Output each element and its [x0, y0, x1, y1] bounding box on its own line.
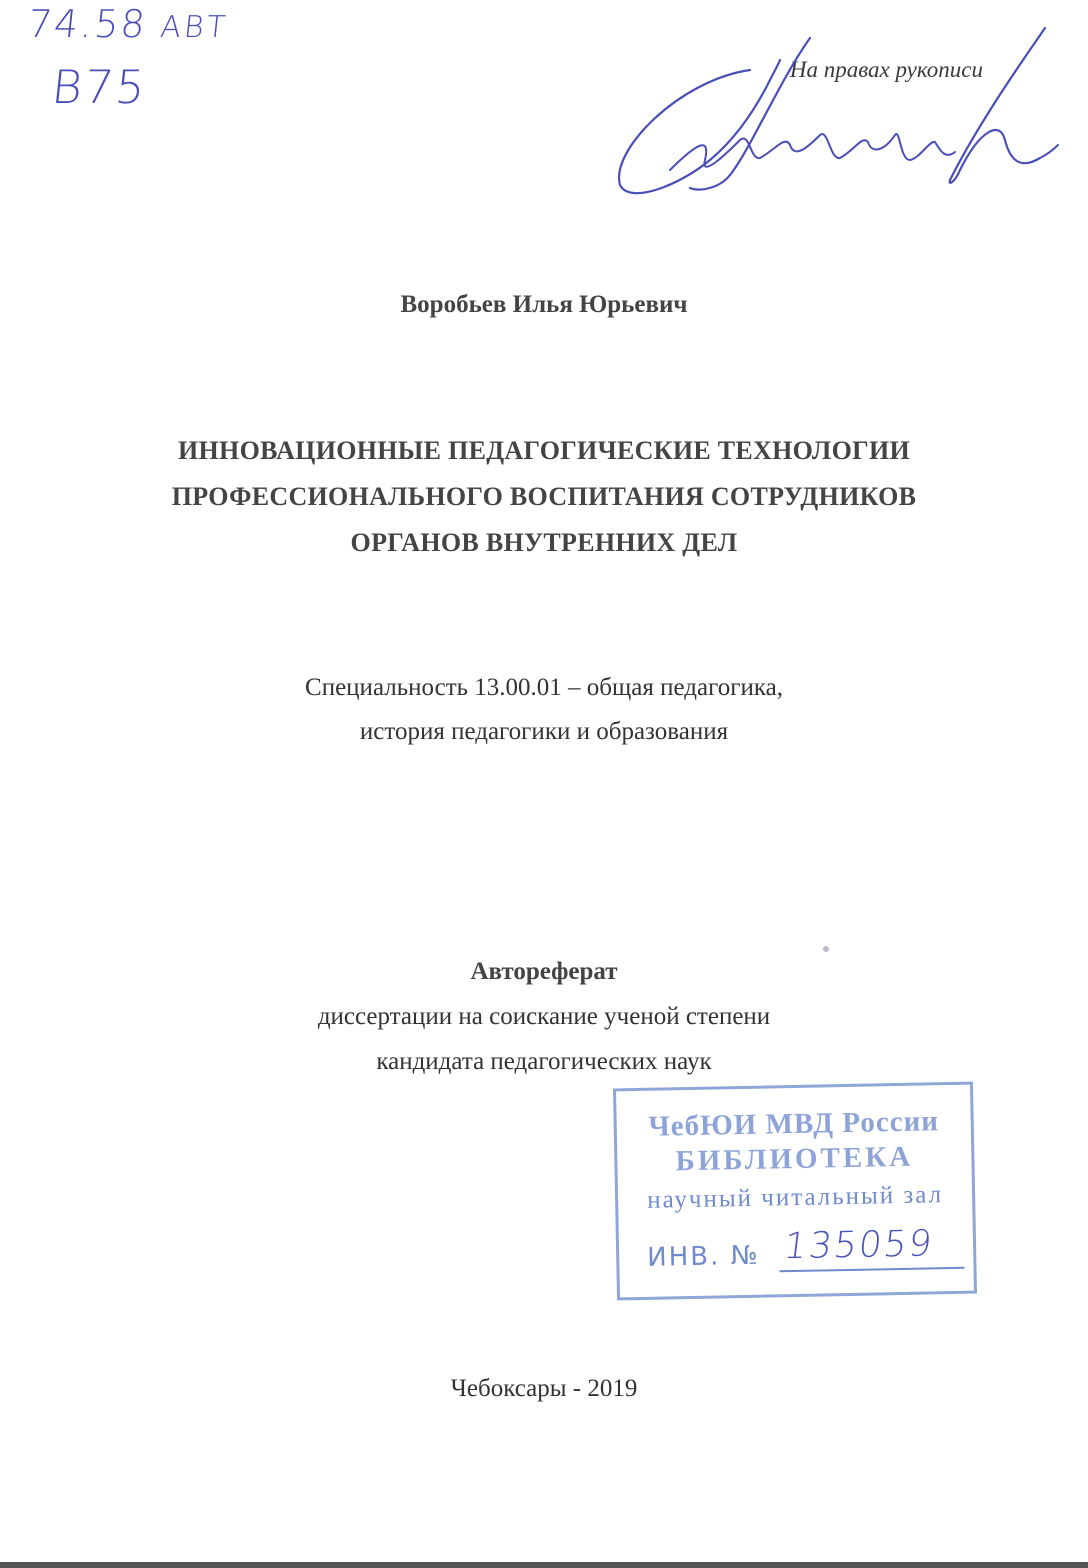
handwritten-class-code [26, 2, 231, 46]
title-line: ИННОВАЦИОННЫЕ ПЕДАГОГИЧЕСКИЕ ТЕХНОЛОГИИ [178, 436, 910, 465]
title-line: ПРОФЕССИОНАЛЬНОГО ВОСПИТАНИЯ СОТРУДНИКОВ [171, 482, 917, 511]
city-year: Чебоксары - 2019 [450, 1375, 638, 1402]
handwritten-shelf-code: В75 [49, 60, 150, 114]
scan-edge [0, 1562, 1088, 1568]
class-code-suffix: АВТ [158, 10, 230, 45]
stamp-inventory-number: 135059 [781, 1223, 936, 1268]
signature-icon [600, 10, 1060, 210]
dissertation-title [0, 428, 1088, 566]
class-code-number: 74.58 [25, 2, 150, 46]
stamp-library: БИБЛИОТЕКА [675, 1140, 914, 1178]
title-line: ОРГАНОВ ВНУТРЕННИХ ДЕЛ [350, 528, 738, 557]
specialty-line: история педагогики и образования [359, 718, 729, 745]
abstract-heading: Автореферат [470, 958, 618, 985]
abstract-block [0, 949, 1088, 1084]
rights-note: На правах рукописи [789, 57, 983, 82]
stamp-reading-room: научный читальный зал [646, 1181, 944, 1214]
abstract-line: кандидата педагогических наук [376, 1048, 712, 1075]
author-name: Воробьев Илья Юрьевич [400, 291, 688, 318]
paper-speck [823, 946, 829, 952]
specialty-block [0, 666, 1088, 754]
specialty-line: Специальность 13.00.01 – общая педагогика, [305, 674, 783, 701]
stamp-inventory-label: ИНВ. № [646, 1240, 760, 1273]
stamp-institution: ЧебЮИ МВД России [648, 1105, 940, 1143]
abstract-line: диссертации на соискание ученой степени [317, 1003, 771, 1030]
stamp-underline [780, 1267, 965, 1273]
library-stamp [613, 1082, 977, 1301]
